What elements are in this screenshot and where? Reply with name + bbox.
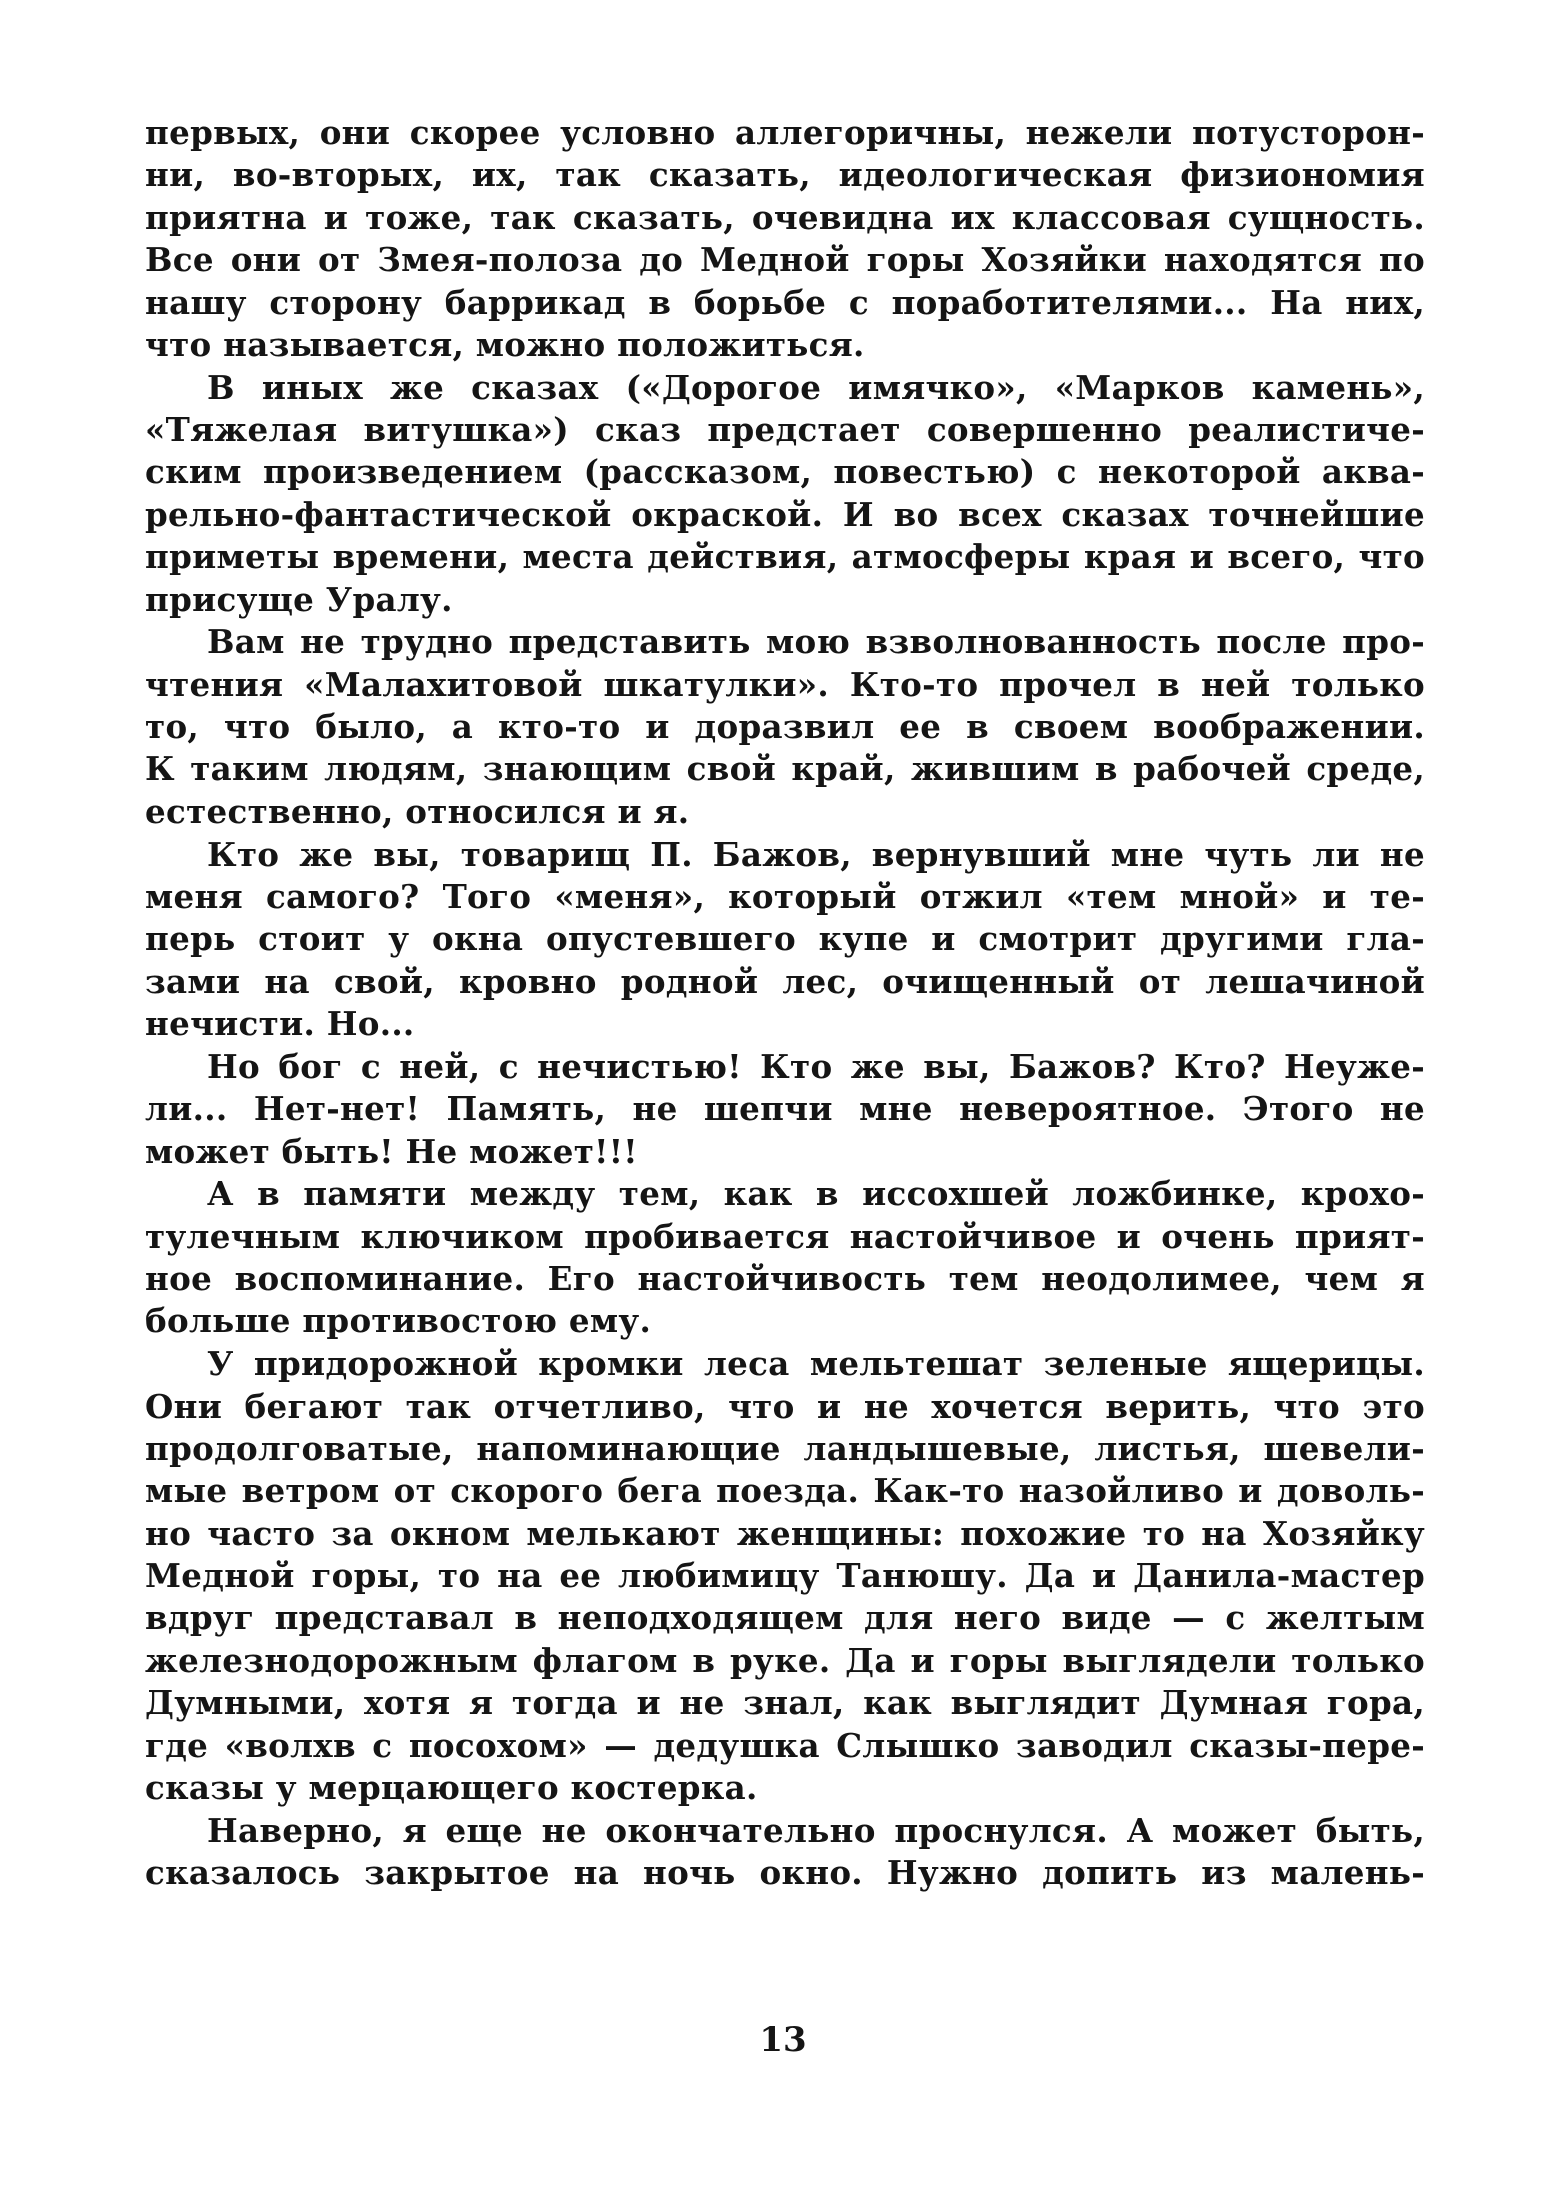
text-line: нечисти. Но... [145,1004,415,1044]
text-line: чтения «Малахитовой шкатулки». Кто-то прочел в ней только [145,664,1425,704]
text-line: Но бог с ней, с нечистью! Кто же вы, Бажов? Кто? Неуже- [207,1046,1425,1086]
text-line: то, что было, а кто-то и доразвил ее в своем воображении. [145,707,1425,747]
text-line: что называется, можно положиться. [145,324,865,364]
paragraph [145,112,1425,366]
paragraph [145,1173,1425,1343]
text-line: ли... Нет-нет! Память, не шепчи мне невероятное. Этого не [145,1089,1425,1129]
text-line: сказалось закрытое на ночь окно. Нужно допить из малень- [145,1853,1425,1893]
text-line: вдруг представал в неподходящем для него виде — с желтым [145,1598,1425,1638]
text-line: Они бегают так отчетливо, что и не хочется верить, что это [145,1386,1425,1426]
text-line: присуще Уралу. [145,579,453,619]
text-line: продолговатые, напоминающие ландышевые, листья, шевели- [145,1428,1425,1468]
text-line: рельно-фантастической окраской. И во всех сказах точнейшие [145,494,1425,534]
body-text [145,112,1425,1895]
text-line: зами на свой, кровно родной лес, очищенный от лешачиной [145,961,1425,1001]
text-line: больше противостою ему. [145,1301,652,1341]
text-line: В иных же сказах («Дорогое имячко», «Марков камень», [207,367,1425,407]
paragraph [145,834,1425,1046]
text-line: может быть! Не может!!! [145,1131,638,1171]
paragraph [145,367,1425,621]
text-line: первых, они скорее условно аллегоричны, нежели потусторон- [145,113,1425,152]
text-line: нашу сторону баррикад в борьбе с поработителями... На них, [145,282,1425,322]
text-line: где «волхв с посохом» — дедушка Слышко заводил сказы-пере- [145,1725,1425,1765]
text-line: ни, во-вторых, их, так сказать, идеологическая физиономия [145,155,1425,195]
text-line: Все они от Змея-полоза до Медной горы Хозяйки находятся по [145,240,1425,280]
text-line: Кто же вы, товарищ П. Бажов, вернувший мне чуть ли не [207,834,1425,874]
text-line: меня самого? Того «меня», который отжил «тем мной» и те- [145,876,1425,916]
text-line: мые ветром от скорого бега поезда. Как-то назойливо и доволь- [145,1471,1425,1511]
text-line: железнодорожным флагом в руке. Да и горы выглядели только [145,1640,1425,1680]
text-line: А в памяти между тем, как в иссохшей ложбинке, крохо- [207,1174,1425,1214]
text-line: Думными, хотя я тогда и не знал, как выглядит Думная гора, [145,1683,1425,1723]
text-line: У придорожной кромки леса мельтешат зеленые ящерицы. [207,1344,1425,1384]
text-line: ное воспоминание. Его настойчивость тем неодолимее, чем я [145,1259,1425,1299]
text-line: ским произведением (рассказом, повестью) с некоторой аква- [145,452,1425,492]
text-line: «Тяжелая витушка») сказ предстает совершенно реалистиче- [145,410,1425,450]
text-line: сказы у мерцающего костерка. [145,1768,758,1808]
text-line: перь стоит у окна опустевшего купе и смотрит другими гла- [145,919,1425,959]
paragraph [145,1046,1425,1173]
text-line: Вам не трудно представить мою взволнованность после про- [207,622,1425,662]
text-line: приметы времени, места действия, атмосферы края и всего, что [145,537,1425,577]
text-line: тулечным ключиком пробивается настойчивое и очень прият- [145,1216,1425,1256]
page-number: 13 [759,2020,807,2060]
paragraph [145,1810,1425,1895]
text-line: К таким людям, знающим свой край, жившим в рабочей среде, [145,749,1425,789]
text-line: но часто за окном мелькают женщины: похожие то на Хозяйку [145,1513,1425,1553]
text-line: приятна и тоже, так сказать, очевидна их классовая сущность. [145,197,1425,237]
paragraph [145,1343,1425,1809]
text-line: Медной горы, то на ее любимицу Танюшу. Да и Данила-мастер [145,1556,1425,1596]
text-line: Наверно, я еще не окончательно проснулся. А может быть, [207,1810,1425,1850]
paragraph [145,621,1425,833]
text-line: естественно, относился и я. [145,791,690,831]
